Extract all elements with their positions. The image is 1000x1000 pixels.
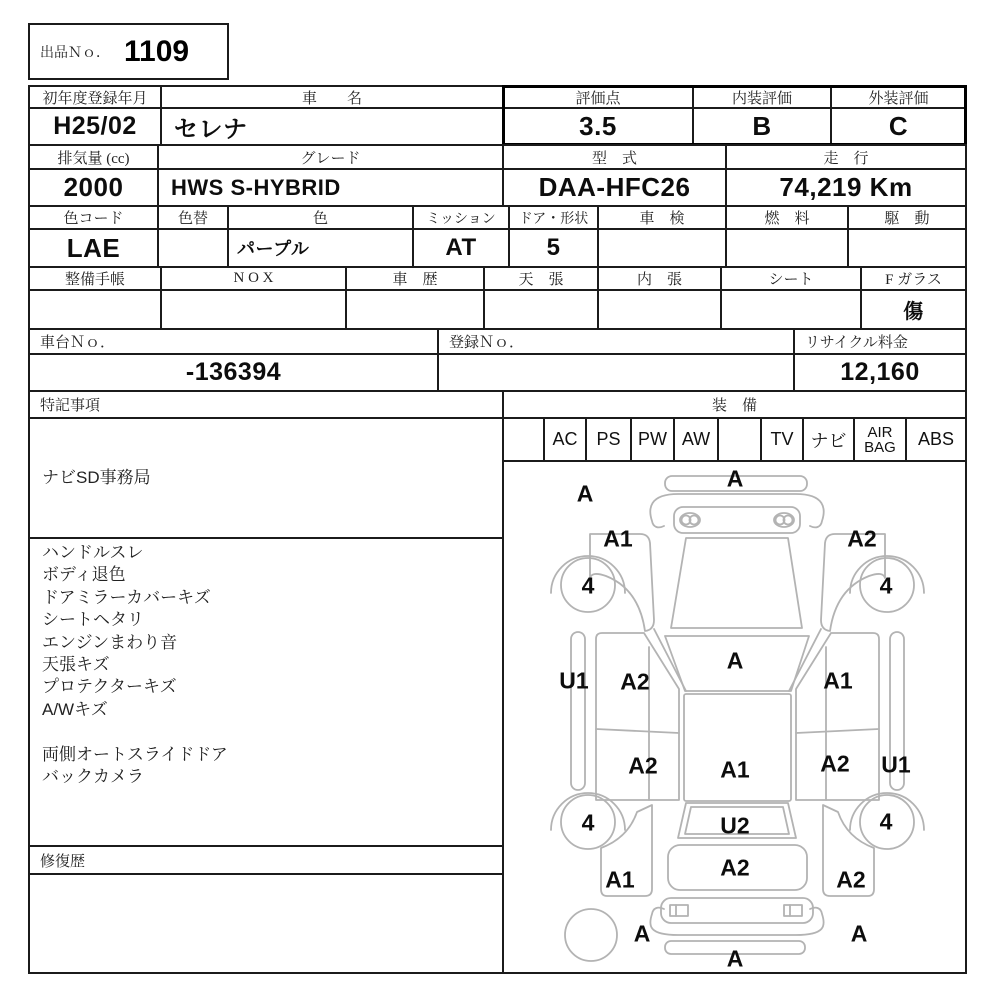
color-change-value <box>157 228 229 268</box>
equipment-cell-0 <box>502 417 545 462</box>
note-line: エンジンまわり音 <box>42 632 178 652</box>
note-line: A/Wキズ <box>42 699 108 719</box>
car-rear <box>565 845 824 961</box>
score-value: 3.5 <box>502 107 694 146</box>
damage-code-a1: A1 <box>605 866 635 893</box>
first-registration-label: 初年度登録年月 <box>28 85 162 109</box>
service-book-label: 整備手帳 <box>28 266 162 291</box>
displacement-value: 2000 <box>28 168 159 207</box>
front-glass-value: 傷 <box>860 289 967 330</box>
transmission-value: AT <box>412 228 510 268</box>
damage-code-a2: A2 <box>628 752 658 779</box>
damage-code-u2: U2 <box>720 812 750 839</box>
lot-number-label: 出品Ｎｏ． <box>40 45 110 61</box>
door-trim-value <box>597 289 722 330</box>
damage-code-a: A <box>633 920 651 947</box>
damage-code-a2: A2 <box>847 525 877 552</box>
score-label: 評価点 <box>502 85 694 109</box>
fuel-label: 燃 料 <box>725 205 849 230</box>
lot-number-box <box>28 23 229 80</box>
history-label: 車 歴 <box>345 266 485 291</box>
chassis-no-label: 車台Ｎｏ． <box>28 328 439 355</box>
inspection-label: 車 検 <box>597 205 727 230</box>
doors-label: ドア・形状 <box>508 205 599 230</box>
damage-code-4: 4 <box>879 808 893 835</box>
model-code-value: DAA-HFC26 <box>502 168 727 207</box>
inspection-value <box>597 228 727 268</box>
exterior-grade-label: 外装評価 <box>830 85 967 109</box>
notes-section-label: 特記事項 <box>28 390 504 419</box>
equipment-cell-ac: AC <box>543 417 587 462</box>
note-line: バックカメラ <box>42 766 144 786</box>
damage-code-a: A <box>726 945 744 972</box>
damage-code-4: 4 <box>879 572 893 599</box>
fuel-value <box>725 228 849 268</box>
damage-code-u1: U1 <box>881 751 911 778</box>
color-code-label: 色コード <box>28 205 159 230</box>
damage-code-a: A <box>850 920 868 947</box>
drive-label: 駆 動 <box>847 205 967 230</box>
equipment-cell-tv: TV <box>760 417 804 462</box>
damage-code-a2: A2 <box>620 668 650 695</box>
note-line: ドアミラーカバーキズ <box>42 587 211 607</box>
damage-code-u1: U1 <box>559 667 589 694</box>
recycle-fee-value: 12,160 <box>793 353 967 392</box>
interior-grade-label: 内装評価 <box>692 85 832 109</box>
lot-number-value: 1109 <box>124 34 190 68</box>
notes-first-line: ナビSD事務局 <box>42 468 151 487</box>
damage-code-a: A <box>726 647 744 674</box>
damage-code-a1: A1 <box>720 756 750 783</box>
equipment-section-label: 装 備 <box>502 390 967 419</box>
displacement-label: 排気量 (cc) <box>28 144 159 170</box>
note-line: プロテクターキズ <box>42 677 177 697</box>
history-value <box>345 289 485 330</box>
chassis-no-value: -136394 <box>28 353 439 392</box>
car-outline-drawing <box>504 462 965 972</box>
damage-code-a2: A2 <box>820 750 850 777</box>
front-glass-label: F ガラス <box>860 266 967 291</box>
damage-code-a1: A1 <box>603 525 633 552</box>
color-value: パープル <box>227 228 414 268</box>
note-line: ハンドルスレ <box>42 543 144 562</box>
equipment-cell-abs: ABS <box>905 417 967 462</box>
color-code-value: LAE <box>28 228 159 268</box>
registration-no-value <box>437 353 795 392</box>
equipment-cell-pw: PW <box>630 417 675 462</box>
model-code-label: 型 式 <box>502 144 727 170</box>
nox-label: N O X <box>160 266 347 291</box>
drive-value <box>847 228 967 268</box>
equipment-cell-navi: ナビ <box>802 417 855 462</box>
car-name-label: 車 名 <box>160 85 504 109</box>
mileage-value: 74,219 Km <box>725 168 967 207</box>
damage-code-a2: A2 <box>836 866 866 893</box>
car-right-side <box>789 534 924 896</box>
repair-history-value <box>28 873 504 974</box>
seat-value <box>720 289 862 330</box>
first-registration-value: H25/02 <box>28 107 162 146</box>
nox-value <box>160 289 347 330</box>
car-name-value: セレナ <box>160 107 504 146</box>
car-front <box>650 476 823 628</box>
damage-code-a: A <box>576 480 594 507</box>
note-line: シートヘタリ <box>42 610 144 630</box>
mileage-label: 走 行 <box>725 144 967 170</box>
grade-value: HWS S-HYBRID <box>157 168 504 207</box>
grade-label: グレード <box>157 144 504 170</box>
note-line <box>42 721 228 743</box>
damage-code-4: 4 <box>581 809 595 836</box>
recycle-fee-label: リサイクル料金 <box>793 328 967 355</box>
damage-code-a2: A2 <box>720 854 750 881</box>
headliner-label: 天 張 <box>483 266 599 291</box>
equipment-cell-aw: AW <box>673 417 719 462</box>
doors-value: 5 <box>508 228 599 268</box>
car-left-side <box>551 534 686 896</box>
door-trim-label: 内 張 <box>597 266 722 291</box>
service-book-value <box>28 289 162 330</box>
equipment-cell-5 <box>717 417 762 462</box>
color-label: 色 <box>227 205 414 230</box>
equipment-cell-ps: PS <box>585 417 632 462</box>
equipment-cell-airbag: AIR BAG <box>853 417 907 462</box>
registration-no-label: 登録Ｎｏ． <box>437 328 795 355</box>
notes-list <box>42 542 228 788</box>
headliner-value <box>483 289 599 330</box>
interior-grade-value: B <box>692 107 832 146</box>
note-line: ボディ退色 <box>42 565 126 585</box>
transmission-label: ミッション <box>412 205 510 230</box>
seat-label: シート <box>720 266 862 291</box>
damage-code-4: 4 <box>581 572 595 599</box>
repair-history-label: 修復歴 <box>28 845 504 875</box>
note-line: 天張キズ <box>42 654 110 674</box>
damage-code-a1: A1 <box>823 667 853 694</box>
color-change-label: 色替 <box>157 205 229 230</box>
damage-code-a: A <box>726 465 744 492</box>
exterior-grade-value: C <box>830 107 967 146</box>
note-line: 両側オートスライドドア <box>42 744 228 764</box>
car-damage-diagram <box>502 460 967 974</box>
